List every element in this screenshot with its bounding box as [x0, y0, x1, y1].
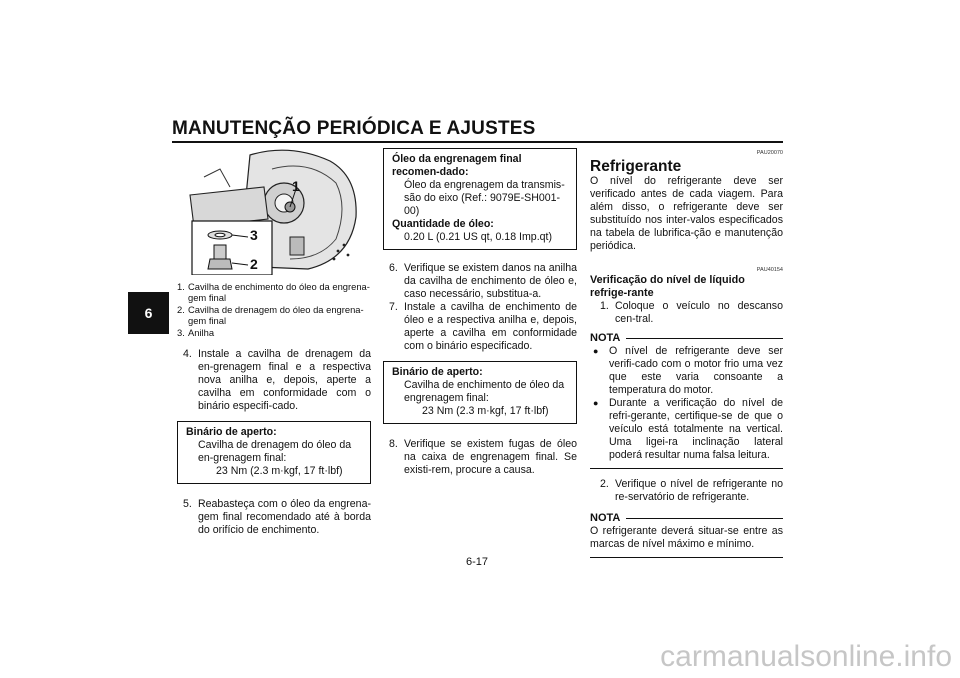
- nota-label: NOTA: [590, 332, 783, 345]
- sub-heading: Verificação do nível de líquido refrige-rante: [590, 274, 745, 299]
- step-5: 5. Reabasteça com o óleo da engrena-gem final recomendado até à borda do orifício de enchimento.: [183, 498, 371, 537]
- page-number: 6-17: [466, 556, 489, 568]
- caption-item: 1. Cavilha de enchimento do óleo da engrena-gem final: [177, 281, 370, 304]
- nota-end-rule: [590, 557, 783, 558]
- section-heading: Refrigerante: [590, 158, 682, 175]
- middle-column: [383, 148, 577, 477]
- section-code: PAU20070: [756, 150, 783, 156]
- step-4: 4. Instale a cavilha de drenagem da en-grenagem final e a respectiva nova anilha e, depois, aperte a cavilha em conformidade com o binário especifi-cado.: [183, 348, 371, 413]
- bullet-icon: ●: [593, 398, 599, 408]
- torque-box-drain: Binário de aperto: Cavilha de drenagem do óleo da en-grenagem final: 23 Nm (2.3 m·kgf, 17 ft·lbf): [177, 421, 371, 484]
- caption-item: 3. Anilha: [177, 326, 215, 338]
- nota-end-rule: [590, 468, 783, 469]
- nota-label: NOTA: [590, 512, 783, 525]
- section-code: PAU40154: [756, 267, 783, 273]
- step-2: 2. Verifique o nível de refrigerante no re-servatório de refrigerante.: [600, 478, 783, 503]
- chapter-tab: 6: [128, 292, 169, 334]
- figure-illustration: [180, 147, 370, 275]
- intro-paragraph: O nível do refrigerante deve ser verificado antes de cada viagem. Para além disso, o refrigerante deve ser substituído nos inter-valos especificados na tabela de lubrifica-ção e manutenção periódica.: [590, 175, 783, 252]
- nota-text: O refrigerante deverá situar-se entre as marcas de nível máximo e mínimo.: [590, 525, 783, 550]
- step-7: 7. Instale a cavilha de enchimento de óleo e a respectiva anilha e, depois, aperte a cavilha em conformidade com o binário especificado.: [389, 301, 577, 352]
- left-column: [177, 281, 371, 537]
- step-8: 8. Verifique se existem fugas de óleo na caixa de engrenagem final. Se existi-rem, procure a causa.: [389, 438, 577, 476]
- page-title: MANUTENÇÃO PERIÓDICA E AJUSTES: [172, 118, 536, 139]
- figure-caption: [177, 281, 371, 338]
- header-rule: [172, 141, 783, 143]
- caption-item: 2. Cavilha de drenagem do óleo da engrena-gem final: [177, 303, 364, 327]
- bullet-icon: ●: [593, 346, 599, 356]
- step-6: 6. Verifique se existem danos na anilha da cavilha de enchimento de óleo e, caso necessário, substitua-a.: [389, 262, 577, 300]
- nota-bullet: ● O nível de refrigerante deve ser verifi-cado com o motor frio uma vez que este varia consoante a temperatura do motor.: [590, 345, 783, 397]
- callout-2: 2: [250, 256, 258, 272]
- torque-box-filler: Binário de aperto: Cavilha de enchimento de óleo da engrenagem final: 23 Nm (2.3 m·kgf, 17 ft·lbf): [383, 361, 577, 424]
- callout-3: 3: [250, 227, 258, 243]
- oil-spec-box: Óleo da engrenagem final recomen-dado: Óleo da engrenagem da transmis-são do eixo (Ref.: 9079E-SH001-00) Quantidade de óleo: 0.20 L (0.21 US qt, 0.18 Imp.qt): [383, 148, 577, 250]
- callout-1: 1: [292, 178, 300, 194]
- watermark: carmanualsonline.info: [660, 640, 952, 673]
- nota-bullet: ● Durante a verificação do nível de refri-gerante, certifique-se de que o veículo está totalmente na vertical. Uma ligei-ra inclinação lateral poderá resultar numa falsa leitura.: [590, 397, 783, 462]
- step-1: 1. Coloque o veículo no descanso cen-tral.: [600, 300, 783, 325]
- right-column: [590, 150, 783, 558]
